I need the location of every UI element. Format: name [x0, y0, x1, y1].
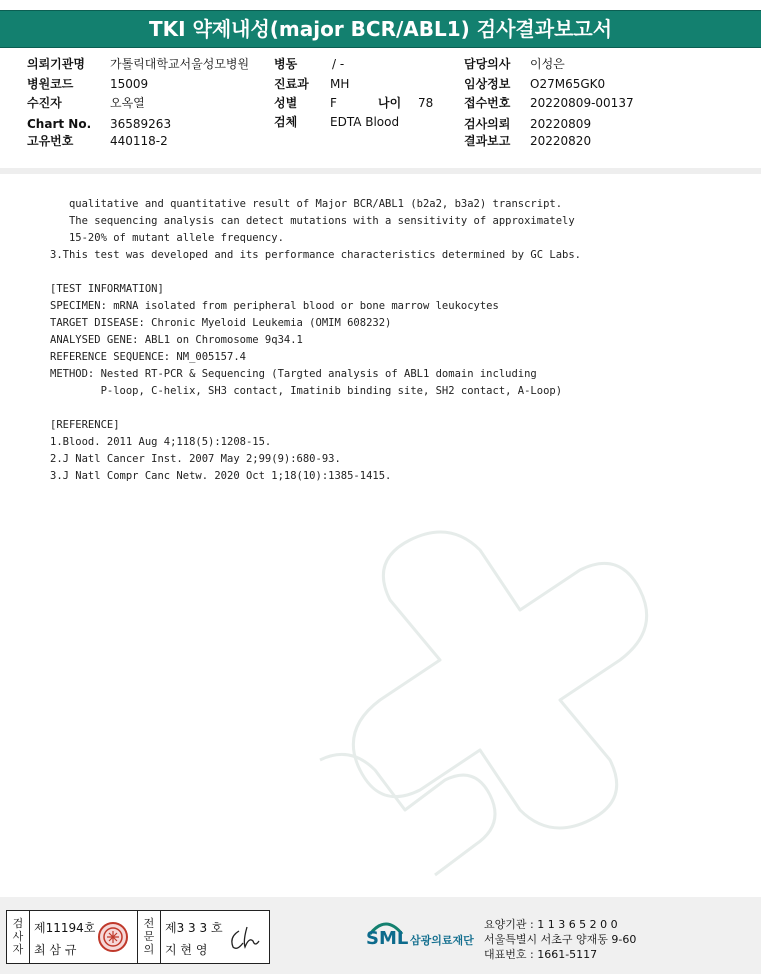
watermark-cross-logo — [260, 520, 740, 880]
value-clinical-info: O27M65GK0 — [530, 77, 606, 91]
value-sex: F — [330, 96, 337, 110]
label-physician: 담당의사 — [464, 57, 511, 71]
signature-box — [6, 910, 270, 964]
value-ward: / - — [332, 57, 345, 71]
body-line: The sequencing analysis can detect mutations with a sensitivity of approximately — [50, 215, 575, 227]
label-request-date: 검사의뢰 — [464, 117, 511, 131]
body-line: TARGET DISEASE: Chronic Myeloid Leukemia (OMIM 608232) — [50, 317, 392, 329]
inspector-label-2: 사 — [12, 930, 24, 943]
body-line: SPECIMEN: mRNA isolated from peripheral blood or bone marrow leukocytes — [50, 300, 499, 312]
institution-code: 요양기관 : 1 1 3 6 5 2 0 0 — [484, 918, 618, 931]
label-sex: 성별 — [274, 96, 298, 110]
inspector-label-3: 자 — [12, 943, 24, 956]
reviewer-label-column — [137, 911, 161, 963]
body-line: 3.J Natl Compr Canc Netw. 2020 Oct 1;18(10):1385-1415. — [50, 470, 392, 482]
value-hospital-code: 15009 — [110, 77, 149, 91]
value-request-date: 20220809 — [530, 117, 592, 131]
reviewer-label-3: 의 — [143, 943, 155, 956]
address: 서울특별시 서초구 양재동 9-60 — [484, 933, 637, 946]
label-receipt-number: 접수번호 — [464, 96, 511, 110]
body-line: REFERENCE SEQUENCE: NM_005157.4 — [50, 351, 246, 363]
body-line: [REFERENCE] — [50, 419, 120, 431]
label-unique-number: 고유번호 — [27, 134, 74, 148]
value-requesting-institution: 가톨릭대학교서울성모병원 — [110, 57, 250, 71]
value-physician: 이성은 — [530, 57, 565, 71]
value-unique-number: 440118-2 — [110, 134, 168, 148]
body-line: qualitative and quantitative result of Major BCR/ABL1 (b2a2, b3a2) transcript. — [50, 198, 563, 210]
inspector-label-column — [7, 911, 30, 963]
reviewer-label-2: 문 — [143, 930, 155, 943]
value-age: 78 — [418, 96, 434, 110]
value-specimen: EDTA Blood — [330, 115, 400, 129]
label-chart-no: Chart No. — [27, 117, 92, 131]
body-line: 1.Blood. 2011 Aug 4;118(5):1208-15. — [50, 436, 272, 448]
header-divider — [0, 168, 761, 174]
body-line: 3.This test was developed and its performance characteristics determined by GC Labs. — [50, 249, 582, 261]
label-department: 진료과 — [274, 77, 309, 91]
value-report-date: 20220820 — [530, 134, 592, 148]
phone-number: 대표번호 : 1661-5117 — [484, 948, 598, 961]
inspector-license-no: 제11194호 — [34, 921, 96, 935]
body-line: [TEST INFORMATION] — [50, 283, 164, 295]
reviewer-label-1: 전 — [143, 917, 155, 930]
body-line: ANALYSED GENE: ABL1 on Chromosome 9q34.1 — [50, 334, 303, 346]
reviewer-signature-icon — [227, 923, 263, 953]
label-hospital-code: 병원코드 — [27, 77, 74, 91]
body-line: 15-20% of mutant allele frequency. — [50, 232, 284, 244]
report-title: TKI 약제내성(major BCR/ABL1) 검사결과보고서 — [0, 10, 761, 48]
body-line: METHOD: Nested RT-PCR & Sequencing (Targted analysis of ABL1 domain including — [50, 368, 537, 380]
inspector-label-1: 검 — [12, 917, 24, 930]
sml-logo-text: SML — [366, 928, 409, 949]
label-specimen: 검체 — [274, 115, 298, 129]
body-line — [50, 264, 581, 281]
body-line: 2.J Natl Cancer Inst. 2007 May 2;99(9):680-93. — [50, 453, 341, 465]
label-clinical-info: 임상정보 — [464, 77, 511, 91]
value-receipt-number: 20220809-00137 — [530, 96, 634, 110]
report-body — [50, 196, 581, 485]
body-line: P-loop, C-helix, SH3 contact, Imatinib binding site, SH2 contact, A-Loop) — [50, 385, 563, 397]
inspector-name: 최 삼 규 — [34, 943, 77, 957]
body-line — [50, 400, 581, 417]
label-age: 나이 — [378, 96, 402, 110]
reviewer-name: 지 현 영 — [165, 943, 208, 957]
label-requesting-institution: 의뢰기관명 — [27, 57, 85, 71]
label-patient: 수진자 — [27, 96, 62, 110]
label-report-date: 결과보고 — [464, 134, 511, 148]
value-chart-no: 36589263 — [110, 117, 172, 131]
reviewer-license-no: 제3 3 3 호 — [165, 921, 223, 935]
label-ward: 병동 — [274, 57, 298, 71]
inspector-seal-icon — [97, 921, 129, 953]
organization-name: 삼광의료재단 — [410, 934, 474, 947]
value-patient: 오옥열 — [110, 96, 145, 110]
value-department: MH — [330, 77, 350, 91]
